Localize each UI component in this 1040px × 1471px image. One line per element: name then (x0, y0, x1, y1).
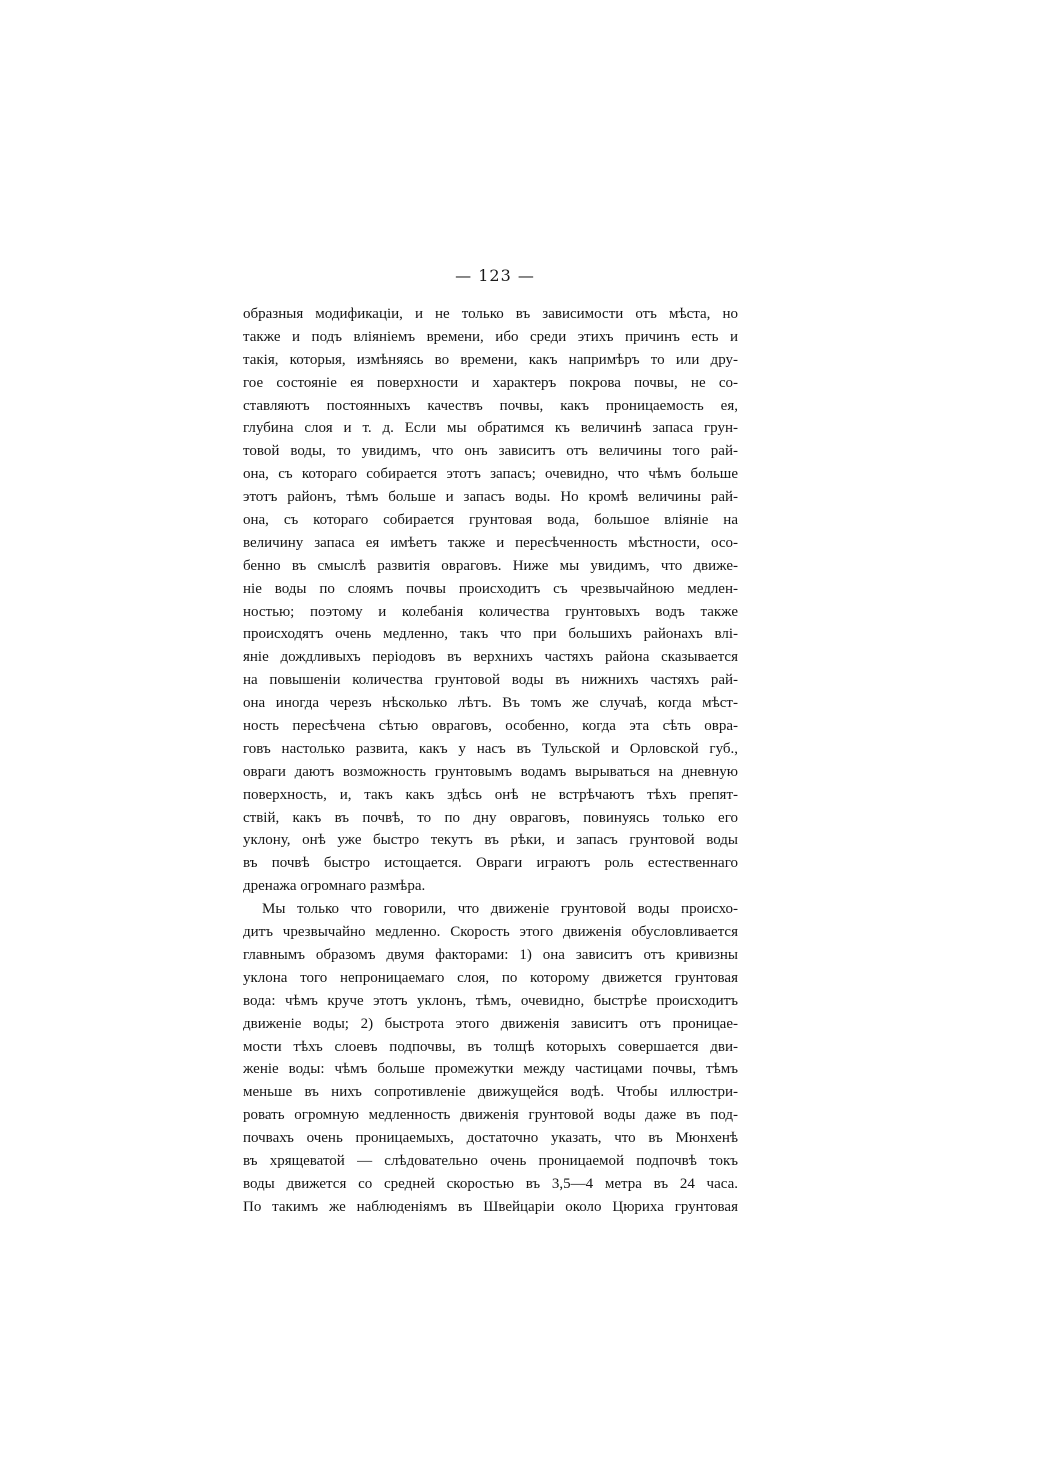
text-line: мости тѣхъ слоевъ подпочвы, въ толщѣ которыхъ совершается дви- (243, 1038, 738, 1055)
text-line: Мы только что говорили, что движеніе грунтовой воды происхо- (262, 901, 738, 918)
text-line: почвахъ очень проницаемыхъ, достаточно указать, что въ Мюнхенѣ (243, 1130, 738, 1147)
paragraph (243, 898, 738, 1218)
paragraph (243, 303, 738, 898)
body-text (243, 303, 738, 1219)
text-line: въ почвѣ быстро истощается. Овраги играютъ роль естественнаго (243, 855, 738, 872)
text-line: говъ настолько развита, какъ у насъ въ Тульской и Орловской губ., (243, 740, 738, 757)
text-line: бенно въ смыслѣ развитія овраговъ. Ниже мы увидимъ, что движе- (243, 557, 738, 574)
text-line: ностью; поэтому и колебанія количества грунтовыхъ водъ также (243, 603, 738, 620)
text-line: ность пересѣчена сѣтью овраговъ, особенно, когда эта сѣть овра- (243, 718, 738, 735)
text-line: яніе дождливыхъ періодовъ въ верхнихъ частяхъ района сказывается (243, 649, 738, 666)
text-line: ніе воды по слоямъ почвы происходитъ съ чрезвычайною медлен- (243, 580, 738, 597)
text-line: ставляютъ постоянныхъ качествъ почвы, какъ проницаемость ея, (243, 397, 738, 414)
text-line: поверхность, и, такъ какъ здѣсь онѣ не встрѣчаютъ тѣхъ препят- (243, 786, 738, 803)
text-line: ровать огромную медленность движенія грунтовой воды даже въ под- (243, 1107, 738, 1124)
page-number: — 123 — (455, 266, 535, 285)
text-line: главнымъ образомъ двумя факторами: 1) она зависитъ отъ кривизны (243, 946, 738, 963)
text-line: меньше въ нихъ сопротивленіе движущейся водѣ. Чтобы иллюстри- (243, 1084, 738, 1101)
text-line: ствій, какъ въ почвѣ, то по дну овраговъ, повинуясь только его (243, 809, 738, 826)
text-line: женіе воды: чѣмъ больше промежутки между частицами почвы, тѣмъ (243, 1061, 738, 1078)
text-line: такія, которыя, измѣняясь во времени, какъ напримѣръ то или дру- (243, 351, 738, 368)
text-line: овраги даютъ возможность грунтовымъ водамъ вырываться на дневную (243, 763, 738, 780)
text-line: вода: чѣмъ круче этотъ уклонъ, тѣмъ, очевидно, быстрѣе происходитъ (243, 992, 738, 1009)
text-line: образныя модификаціи, и не только въ зависимости отъ мѣста, но (243, 306, 738, 322)
text-line: дитъ чрезвычайно медленно. Скорость этого движенія обусловливается (243, 924, 738, 941)
text-line: она, съ котораго собирается этотъ запасъ; очевидно, что чѣмъ больше (243, 466, 738, 483)
text-line: этотъ районъ, тѣмъ больше и запасъ воды. Но кромѣ величины рай- (243, 489, 738, 506)
text-line: движеніе воды; 2) быстрота этого движенія зависитъ отъ проницае- (243, 1015, 738, 1032)
text-line: на повышеніи количества грунтовой воды въ нижнихъ частяхъ рай- (243, 672, 738, 689)
text-line: происходятъ очень медленно, такъ что при большихъ районахъ влі- (243, 626, 738, 643)
text-line: товой воды, то увидимъ, что онъ зависитъ отъ величины того рай- (243, 443, 738, 460)
text-line: она иногда черезъ нѣсколько лѣтъ. Въ томъ же случаѣ, когда мѣст- (243, 695, 738, 712)
text-line: уклону, онѣ уже быстро текутъ въ рѣки, и запасъ грунтовой воды (243, 832, 738, 849)
text-line: величину запаса ея имѣетъ также и пересѣченность мѣстности, осо- (243, 534, 738, 551)
text-line: глубина слоя и т. д. Если мы обратимся къ величинѣ запаса грун- (243, 420, 738, 437)
text-line: По такимъ же наблюденіямъ въ Швейцаріи около Цюриха грунтовая (243, 1198, 738, 1215)
text-line: гое состояніе ея поверхности и характеръ покрова почвы, не со- (243, 374, 738, 391)
text-line: воды движется со средней скоростью въ 3,5—4 метра въ 24 часа. (243, 1175, 738, 1192)
text-line: она, съ котораго собирается грунтовая вода, большое вліяніе на (243, 512, 738, 529)
text-line: дренажа огромнаго размѣра. (243, 878, 426, 895)
text-line: также и подъ вліяніемъ времени, ибо среди этихъ причинъ есть и (243, 328, 738, 345)
text-line: въ хрящеватой — слѣдовательно очень проницаемой подпочвѣ токъ (243, 1152, 738, 1169)
text-line: уклона того непроницаемаго слоя, по которому движется грунтовая (243, 969, 738, 986)
